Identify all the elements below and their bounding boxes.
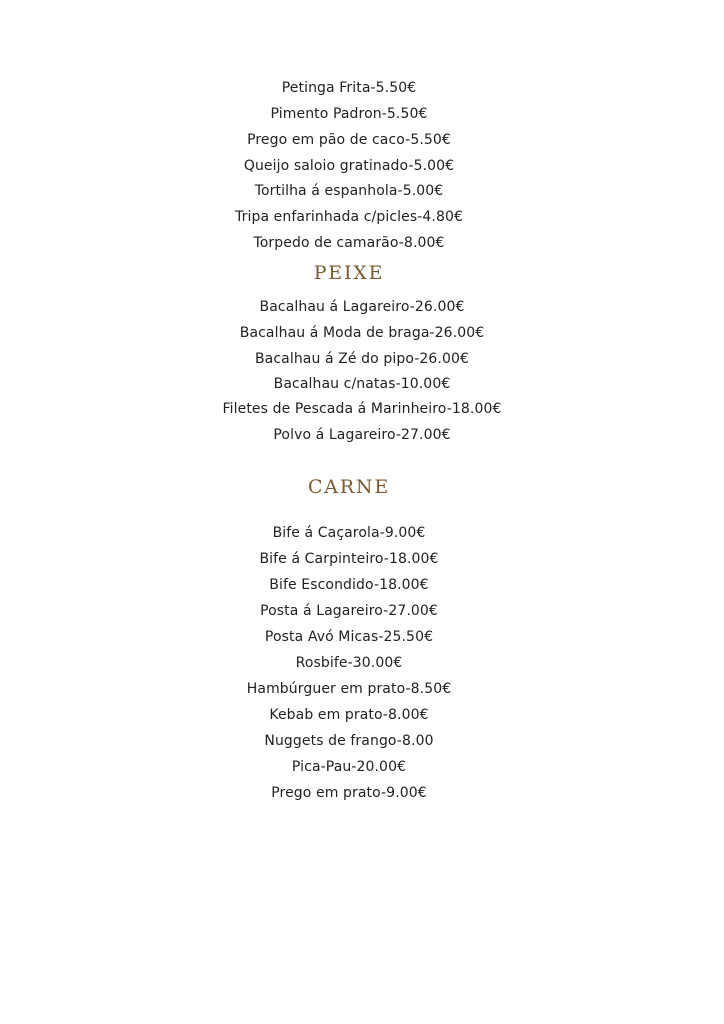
menu-item: Torpedo de camarão-8.00€: [253, 235, 445, 251]
menu-item: Bife á Caçarola-9.00€: [272, 525, 426, 541]
menu-item: Posta á Lagareiro-27.00€: [260, 603, 438, 619]
menu-item: Nuggets de frango-8.00: [264, 733, 434, 749]
section-heading-peixe: PEIXE: [313, 262, 385, 284]
menu-item: Prego em prato-9.00€: [271, 785, 427, 801]
menu-item: Bacalhau á Lagareiro-26.00€: [259, 299, 465, 315]
menu-item: Pimento Padron-5.50€: [270, 106, 428, 122]
menu-item: Bife á Carpinteiro-18.00€: [259, 551, 439, 567]
menu-item: Filetes de Pescada á Marinheiro-18.00€: [222, 401, 502, 417]
menu-item: Tripa enfarinhada c/picles-4.80€: [235, 209, 463, 225]
menu-item: Hambúrguer em prato-8.50€: [246, 681, 452, 697]
menu-item: Bacalhau c/natas-10.00€: [273, 376, 451, 392]
menu-item: Posta Avó Micas-25.50€: [264, 629, 434, 645]
menu-item: Polvo á Lagareiro-27.00€: [273, 427, 451, 443]
menu-item: Pica-Pau-20.00€: [291, 759, 407, 775]
menu-item: Kebab em prato-8.00€: [269, 707, 429, 723]
menu-item: Bacalhau á Zé do pipo-26.00€: [254, 351, 470, 367]
menu-item: Petinga Frita-5.50€: [281, 80, 417, 96]
menu-item: Queijo saloio gratinado-5.00€: [243, 158, 455, 174]
section-heading-carne: CARNE: [307, 476, 391, 498]
menu-item: Tortilha á espanhola-5.00€: [254, 183, 444, 199]
menu-item: Rosbife-30.00€: [295, 655, 403, 671]
menu-item: Bife Escondido-18.00€: [269, 577, 429, 593]
menu-item: Bacalhau á Moda de braga-26.00€: [239, 325, 485, 341]
menu-item: Prego em pão de caco-5.50€: [247, 132, 451, 148]
